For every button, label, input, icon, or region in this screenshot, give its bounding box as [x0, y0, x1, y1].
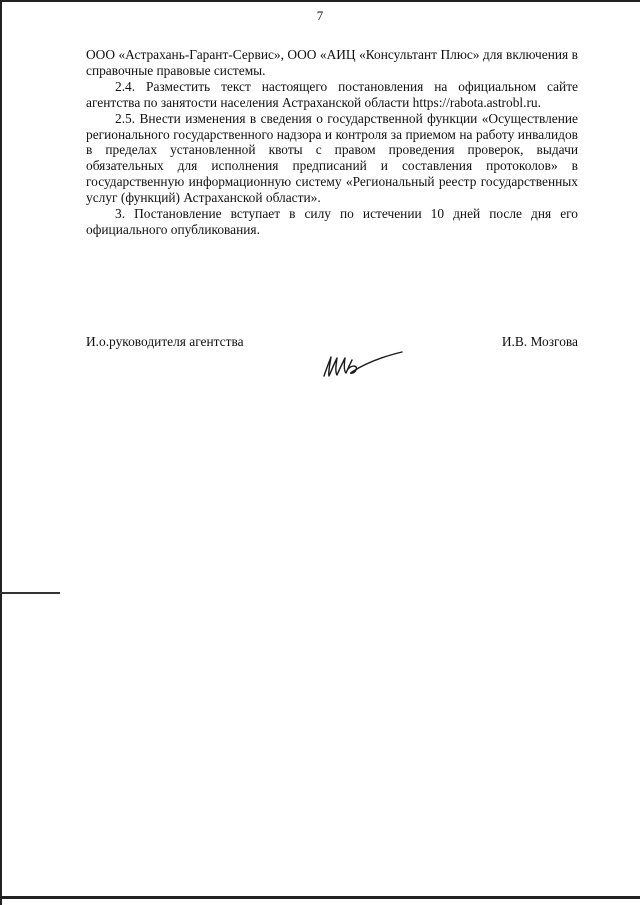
scan-edge-left — [0, 0, 2, 905]
document-body — [86, 47, 578, 238]
handwritten-signature-icon — [318, 343, 414, 388]
page-number: 7 — [316, 8, 324, 23]
scan-edge-top — [0, 0, 640, 2]
paragraph-continuation: ООО «Астрахань-Гарант-Сервис», ООО «АИЦ «Консультант Плюс» для включения в справочные правовые системы. — [86, 47, 578, 78]
scan-edge-bottom — [0, 896, 640, 899]
paragraph-3: 3. Постановление вступает в силу по истечении 10 дней после дня его официального опубликования. — [86, 206, 578, 237]
signatory-title: И.о.руководителя агентства — [86, 334, 244, 349]
scan-mark — [0, 592, 60, 594]
paragraph-2-4: 2.4. Разместить текст настоящего постановления на официальном сайте агентства по занятости населения Астраханской области https://rabota.astrobl.ru. — [86, 78, 578, 110]
signatory-name: И.В. Мозгова — [501, 334, 578, 349]
paragraph-2-5: 2.5. Внести изменения в сведения о государственной функции «Осуществление регионального государственного надзора и контроля за приемом на работу инвалидов в пределах установленной квоты с правом проведения проверок, выдачи обязательных для исполнения предписаний и составления протоколов» в государственную информационную систему «Региональный реестр государственных услуг (функций) Астраханской области». — [86, 110, 578, 206]
